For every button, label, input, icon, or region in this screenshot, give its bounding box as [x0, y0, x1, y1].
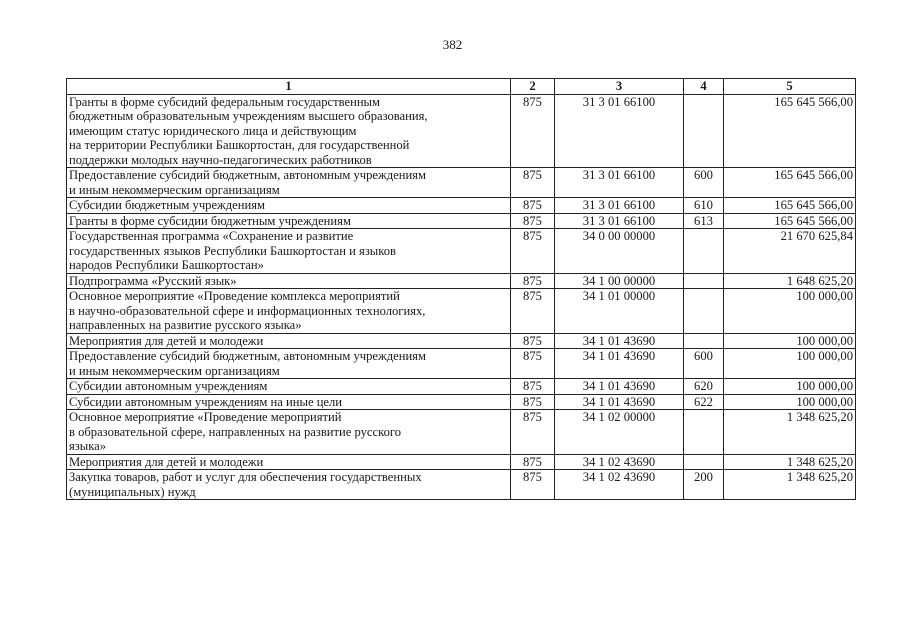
row-name: [67, 229, 511, 274]
row-code: 875: [511, 394, 555, 410]
row-target: 31 3 01 66100: [555, 168, 684, 198]
row-name: [67, 213, 511, 229]
row-target: 34 1 01 43690: [555, 349, 684, 379]
row-name-line: Субсидии автономным учреждениям: [69, 379, 268, 393]
row-type: [684, 289, 724, 334]
row-code: 875: [511, 273, 555, 289]
row-type: [684, 333, 724, 349]
row-name-line: Закупка товаров, работ и услуг для обеспечения государственных: [69, 470, 422, 484]
row-target: 34 1 01 43690: [555, 333, 684, 349]
row-amount: 100 000,00: [724, 394, 856, 410]
row-code: 875: [511, 470, 555, 500]
table-row: [67, 94, 856, 168]
row-code: 875: [511, 229, 555, 274]
row-name-line: Предоставление субсидий бюджетным, автономным учреждениям: [69, 349, 426, 363]
row-name-line: поддержки молодых научно-педагогических работников: [69, 152, 372, 167]
row-amount: 100 000,00: [724, 289, 856, 334]
row-name: [67, 470, 511, 500]
row-amount: 1 348 625,20: [724, 410, 856, 455]
row-name: [67, 454, 511, 470]
table-row: [67, 410, 856, 455]
table-row: [67, 470, 856, 500]
row-amount: 100 000,00: [724, 333, 856, 349]
table-row: [67, 289, 856, 334]
row-code: 875: [511, 168, 555, 198]
row-name-line: имеющим статус юридического лица и действующим: [69, 123, 357, 138]
row-type: 613: [684, 213, 724, 229]
row-amount: 1 348 625,20: [724, 470, 856, 500]
row-type: [684, 454, 724, 470]
row-code: 875: [511, 333, 555, 349]
row-type: 600: [684, 168, 724, 198]
row-name: [67, 410, 511, 455]
budget-table: [66, 78, 856, 500]
row-name-line: народов Республики Башкортостан»: [69, 258, 264, 272]
row-name-line: (муниципальных) нужд: [69, 484, 196, 499]
row-name-line: Мероприятия для детей и молодежи: [69, 454, 264, 469]
row-amount: 165 645 566,00: [724, 213, 856, 229]
row-name: [67, 333, 511, 349]
row-type: [684, 273, 724, 289]
row-name-line: Предоставление субсидий бюджетным, автономным учреждениям: [69, 168, 426, 182]
row-amount: 165 645 566,00: [724, 198, 856, 214]
row-name: [67, 349, 511, 379]
row-code: 875: [511, 379, 555, 395]
table-row: [67, 349, 856, 379]
table-row: [67, 198, 856, 214]
row-name: [67, 394, 511, 410]
row-code: 875: [511, 213, 555, 229]
row-name-line: Гранты в форме субсидий федеральным государственным: [69, 94, 380, 109]
row-name-line: Субсидии бюджетным учреждениям: [69, 198, 265, 212]
row-target: 34 1 00 00000: [555, 273, 684, 289]
table-header-row: [67, 79, 856, 95]
row-name-line: в научно-образовательной сфере и информационных технологиях,: [69, 303, 426, 318]
header-col-4: 4: [684, 79, 724, 95]
row-code: 875: [511, 454, 555, 470]
row-code: 875: [511, 198, 555, 214]
row-name: [67, 94, 511, 168]
table-row: [67, 333, 856, 349]
row-name-line: Мероприятия для детей и молодежи: [69, 333, 264, 348]
row-code: 875: [511, 289, 555, 334]
table-row: [67, 394, 856, 410]
row-target: 34 1 02 43690: [555, 470, 684, 500]
row-amount: 165 645 566,00: [724, 94, 856, 168]
row-name-line: языка»: [69, 439, 107, 453]
row-name-line: Основное мероприятие «Проведение мероприятий: [69, 410, 342, 424]
header-col-3: 3: [555, 79, 684, 95]
row-type: 622: [684, 394, 724, 410]
table-row: [67, 168, 856, 198]
row-name: [67, 198, 511, 214]
row-name-line: Основное мероприятие «Проведение комплекса мероприятий: [69, 289, 400, 303]
row-target: 34 1 01 43690: [555, 379, 684, 395]
row-name-line: в образовательной сфере, направленных на развитие русского: [69, 424, 402, 439]
row-name: [67, 168, 511, 198]
row-type: 620: [684, 379, 724, 395]
row-amount: 100 000,00: [724, 349, 856, 379]
row-type: [684, 410, 724, 455]
row-code: 875: [511, 410, 555, 455]
row-type: [684, 94, 724, 168]
row-target: 34 0 00 00000: [555, 229, 684, 274]
row-amount: 1 648 625,20: [724, 273, 856, 289]
row-type: 600: [684, 349, 724, 379]
row-name-line: государственных языков Республики Башкортостан и языков: [69, 243, 396, 258]
table-row: [67, 229, 856, 274]
table-row: [67, 213, 856, 229]
row-name-line: Подпрограмма «Русский язык»: [69, 273, 237, 288]
table-row: [67, 379, 856, 395]
row-amount: 100 000,00: [724, 379, 856, 395]
row-name: [67, 273, 511, 289]
row-amount: 21 670 625,84: [724, 229, 856, 274]
row-name-line: и иным некоммерческим организациям: [69, 363, 280, 378]
row-name: [67, 379, 511, 395]
table-row: [67, 454, 856, 470]
header-col-1: 1: [67, 79, 511, 95]
row-amount: 165 645 566,00: [724, 168, 856, 198]
row-name-line: Государственная программа «Сохранение и развитие: [69, 229, 354, 243]
row-type: [684, 229, 724, 274]
row-name-line: направленных на развитие русского языка»: [69, 318, 302, 332]
row-target: 34 1 01 43690: [555, 394, 684, 410]
table-row: [67, 273, 856, 289]
row-code: 875: [511, 94, 555, 168]
row-target: 31 3 01 66100: [555, 198, 684, 214]
row-name-line: и иным некоммерческим организациям: [69, 182, 280, 197]
page-number: 382: [442, 37, 463, 52]
row-name-line: Гранты в форме субсидии бюджетным учреждениям: [69, 213, 351, 228]
header-col-2: 2: [511, 79, 555, 95]
row-name-line: бюджетным образовательным учреждениям высшего образования,: [69, 109, 428, 123]
row-target: 34 1 02 00000: [555, 410, 684, 455]
row-target: 31 3 01 66100: [555, 94, 684, 168]
row-name-line: на территории Республики Башкортостан, для государственной: [69, 138, 410, 152]
row-name-line: Субсидии автономным учреждениям на иные цели: [69, 394, 343, 409]
row-target: 34 1 02 43690: [555, 454, 684, 470]
header-col-5: 5: [724, 79, 856, 95]
row-type: 610: [684, 198, 724, 214]
row-amount: 1 348 625,20: [724, 454, 856, 470]
row-type: 200: [684, 470, 724, 500]
row-name: [67, 289, 511, 334]
row-code: 875: [511, 349, 555, 379]
row-target: 34 1 01 00000: [555, 289, 684, 334]
row-target: 31 3 01 66100: [555, 213, 684, 229]
